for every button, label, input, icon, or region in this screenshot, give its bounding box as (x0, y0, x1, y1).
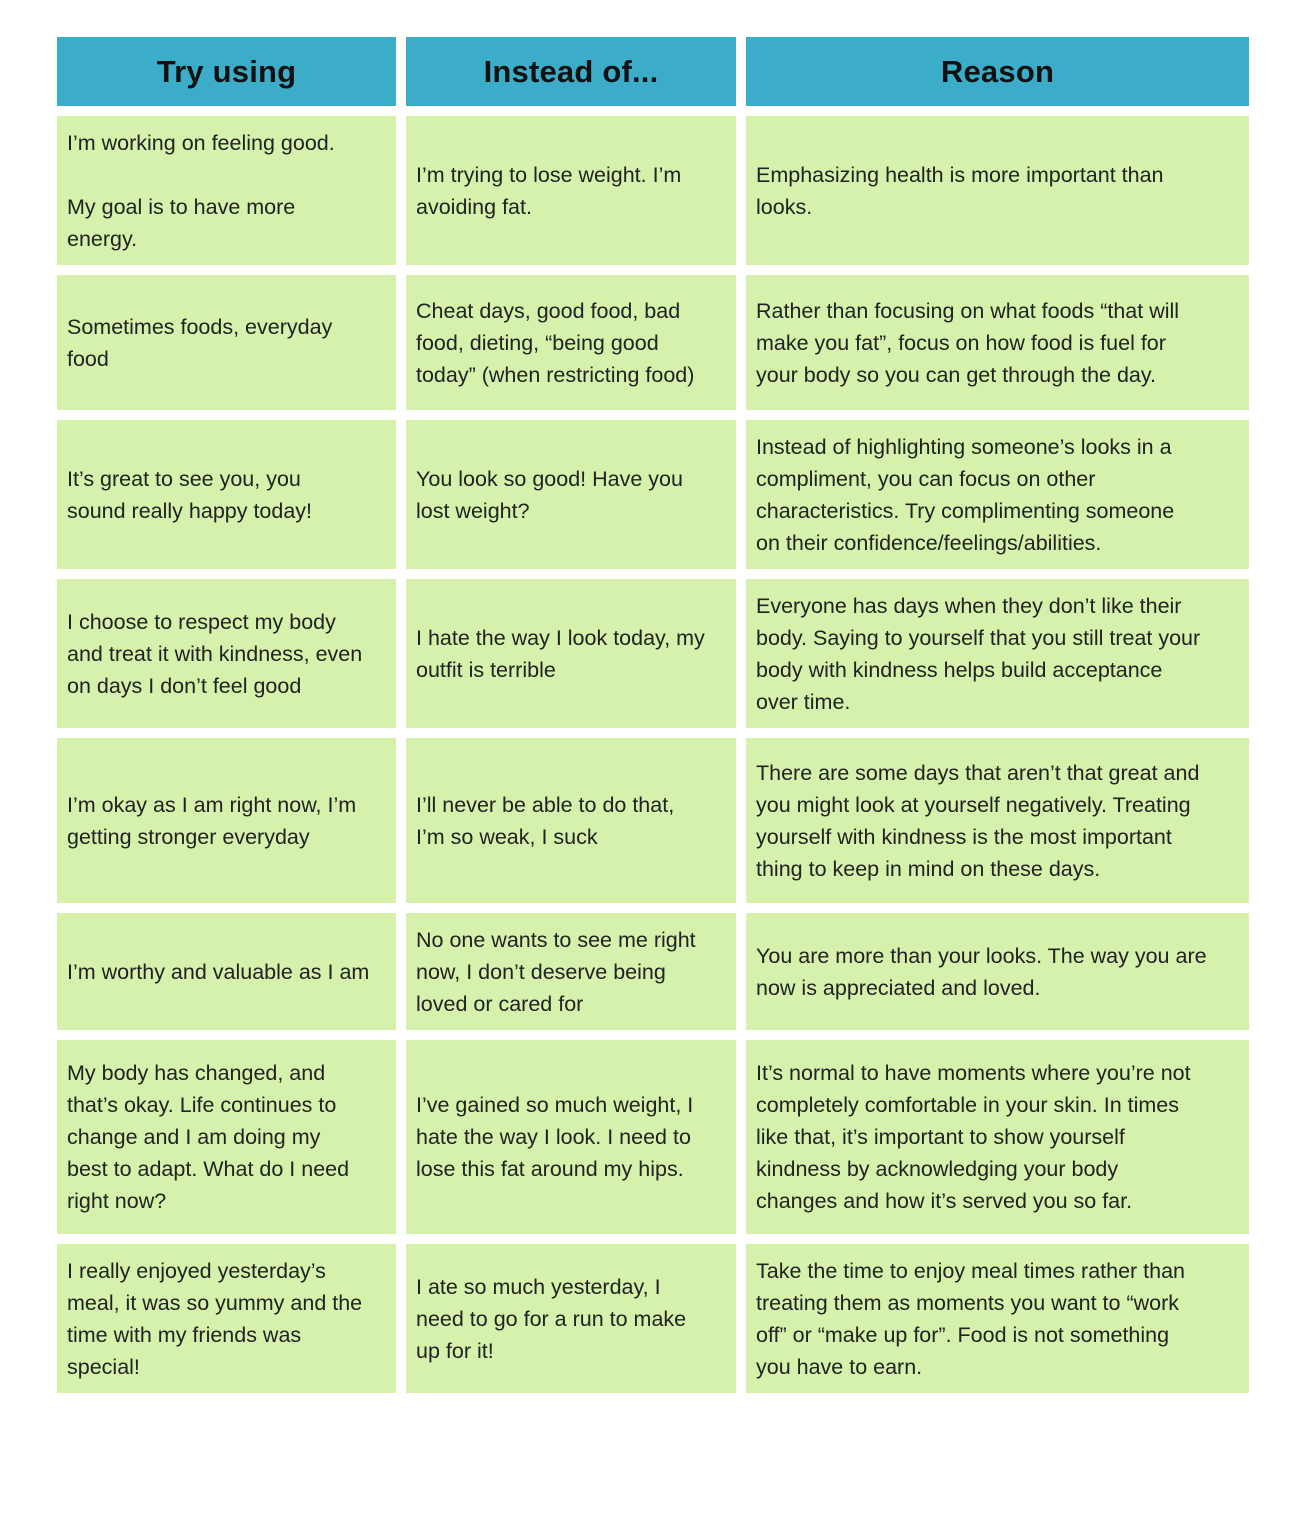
cell-text: You look so good! Have you lost weight? (416, 466, 683, 523)
cell-text: I’ll never be able to do that, I’m so weak, I suck (416, 792, 675, 849)
cell-text: Emphasizing health is more important than looks. (756, 162, 1164, 219)
cell-instead-5 (406, 738, 736, 903)
cell-try-1 (57, 116, 396, 265)
cell-text: I’m okay as I am right now, I’m getting stronger everyday (67, 792, 357, 849)
cell-reason-8 (746, 1244, 1249, 1393)
cell-reason-6 (746, 913, 1249, 1030)
phrasing-table (57, 37, 1249, 1393)
cell-text: Sometimes foods, everyday food (67, 314, 333, 371)
cell-instead-1 (406, 116, 736, 265)
cell-text: It’s normal to have moments where you’re not completely comfortable in your skin. In times like that, it’s important to show yourself kindness by acknowledging your body changes and how it’s served you so far. (756, 1061, 1191, 1213)
cell-text: Everyone has days when they don’t like their body. Saying to yourself that you still treat your body with kindness helps build acceptance over time. (756, 593, 1201, 714)
cell-text: I ate so much yesterday, I need to go for a run to make up for it! (416, 1274, 687, 1363)
cell-instead-3 (406, 420, 736, 569)
cell-reason-2 (746, 275, 1249, 410)
cell-instead-6 (406, 913, 736, 1030)
cell-text: No one wants to see me right now, I don’t deserve being loved or cared for (416, 927, 696, 1016)
cell-text: I’m worthy and valuable as I am (67, 959, 370, 984)
cell-text: Take the time to enjoy meal times rather than treating them as moments you want to “work off” or “make up for”. Food is not something you have to earn. (756, 1258, 1186, 1379)
header-instead-of: Instead of... (406, 37, 736, 106)
cell-text: My body has changed, and that’s okay. Life continues to change and I am doing my best to adapt. What do I need right now? (67, 1061, 350, 1213)
cell-try-2 (57, 275, 396, 410)
cell-reason-7 (746, 1040, 1249, 1234)
cell-instead-7 (406, 1040, 736, 1234)
cell-text: I’m working on feeling good. My goal is to have more energy. (67, 130, 335, 251)
cell-text: Cheat days, good food, bad food, dieting, “being good today” (when restricting food) (416, 298, 695, 387)
cell-try-6 (57, 913, 396, 1030)
cell-try-4 (57, 579, 396, 728)
cell-text: There are some days that aren’t that great and you might look at yourself negatively. Treating yourself with kindness is the most important thing to keep in mind on these days. (756, 760, 1200, 881)
cell-reason-4 (746, 579, 1249, 728)
cell-text: You are more than your looks. The way you are now is appreciated and loved. (756, 943, 1207, 1000)
cell-text: Instead of highlighting someone’s looks in a compliment, you can focus on other characteristics. Try complimenting someone on their confidence/feelings/abilities. (756, 434, 1175, 555)
cell-try-8 (57, 1244, 396, 1393)
cell-text: I’ve gained so much weight, I hate the way I look. I need to lose this fat around my hips. (416, 1093, 694, 1181)
cell-instead-4 (406, 579, 736, 728)
cell-try-5 (57, 738, 396, 903)
cell-text: I’m trying to lose weight. I’m avoiding fat. (416, 162, 682, 219)
cell-text: Rather than focusing on what foods “that will make you fat”, focus on how food is fuel for your body so you can get through the day. (756, 298, 1180, 387)
cell-text: I really enjoyed yesterday’s meal, it was so yummy and the time with my friends was special! (67, 1258, 363, 1379)
header-try-using: Try using (57, 37, 396, 106)
cell-try-3 (57, 420, 396, 569)
cell-reason-5 (746, 738, 1249, 903)
cell-try-7 (57, 1040, 396, 1234)
cell-text: It’s great to see you, you sound really happy today! (67, 466, 313, 523)
header-reason: Reason (746, 37, 1249, 106)
cell-reason-1 (746, 116, 1249, 265)
cell-text: I choose to respect my body and treat it with kindness, even on days I don’t feel good (67, 609, 363, 698)
cell-instead-8 (406, 1244, 736, 1393)
cell-text: I hate the way I look today, my outfit is terrible (416, 625, 705, 682)
cell-instead-2 (406, 275, 736, 410)
cell-reason-3 (746, 420, 1249, 569)
